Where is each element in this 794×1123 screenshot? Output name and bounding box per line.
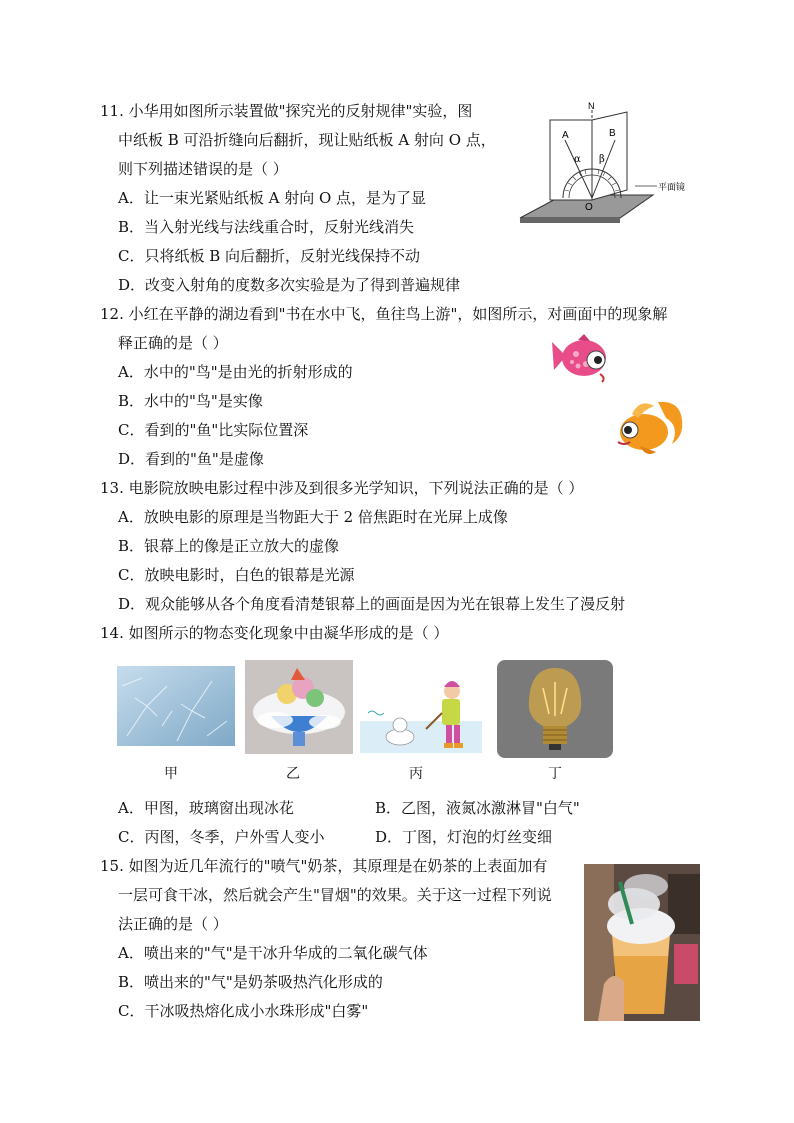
q14-option-d: D．丁图，灯泡的灯丝变细 — [375, 828, 553, 846]
figure-caption-ding: 丁 — [548, 766, 562, 782]
q15-option-a: A．喷出来的"气"是干冰升华成的二氧化碳气体 — [118, 944, 428, 962]
q15-stem-line-1: 15. 如图为近几年流行的"喷气"奶茶，其原理是在奶茶的上表面加有 — [100, 857, 548, 875]
q11-stem-line-2: 中纸板 B 可沿折缝向后翻折，现让贴纸板 A 射向 O 点， — [118, 131, 496, 149]
figure-caption-bing: 丙 — [409, 766, 423, 782]
point-label-o: O — [585, 202, 593, 213]
q13-option-a: A．放映电影的原理是当物距大于 2 倍焦距时在光屏上成像 — [118, 508, 508, 526]
q14-option-a: A．甲图，玻璃窗出现冰花 — [118, 799, 294, 817]
board-label-a: A — [562, 130, 569, 141]
q12-option-b: B．水中的"鸟"是实像 — [118, 392, 263, 410]
q11-option-d: D．改变入射角的度数多次实验是为了得到普遍规律 — [118, 276, 461, 294]
q12-option-c: C．看到的"鱼"比实际位置深 — [118, 421, 309, 439]
pink-fish-illustration — [548, 334, 613, 386]
q12-stem-line-2: 释正确的是（ ） — [118, 334, 228, 352]
figure-caption-jia: 甲 — [164, 766, 178, 782]
q13-stem-line-1: 13. 电影院放映电影过程中涉及到很多光学知识，下列说法正确的是（ ） — [100, 479, 584, 497]
frost-window-image — [117, 666, 235, 746]
q15-option-b: B．喷出来的"气"是奶茶吸热汽化形成的 — [118, 973, 383, 991]
snowman-winter-image — [360, 673, 482, 753]
smoking-milk-tea-photo — [584, 864, 700, 1021]
q13-option-b: B．银幕上的像是正立放大的虚像 — [118, 537, 340, 555]
normal-label-n: N — [588, 101, 595, 111]
orange-fish-illustration — [610, 392, 686, 460]
figure-caption-yi: 乙 — [286, 766, 300, 782]
mirror-label: 平面镜 — [658, 183, 686, 193]
angle-label-beta: β — [599, 154, 605, 165]
q14-option-b: B．乙图，液氮冰激淋冒"白气" — [375, 799, 580, 817]
q11-stem-line-1: 11. 小华用如图所示装置做"探究光的反射规律"实验，图 — [100, 102, 473, 120]
q12-stem-line-1: 12. 小红在平静的湖边看到"书在水中飞，鱼往鸟上游"，如图所示，对画面中的现象解 — [100, 305, 668, 323]
q13-option-d: D．观众能够从各个角度看清楚银幕上的画面是因为光在银幕上发生了漫反射 — [118, 595, 626, 613]
q11-option-a: A．让一束光紧贴纸板 A 射向 O 点，是为了显 — [118, 189, 427, 207]
q12-option-d: D．看到的"鱼"是虚像 — [118, 450, 264, 468]
q11-option-c: C．只将纸板 B 向后翻折，反射光线保持不动 — [118, 247, 421, 265]
q11-option-b: B．当入射光线与法线重合时，反射光线消失 — [118, 218, 415, 236]
reflection-apparatus-figure — [515, 100, 695, 235]
board-label-b: B — [609, 128, 616, 139]
q13-option-c: C．放映电影时，白色的银幕是光源 — [118, 566, 355, 584]
q15-option-c: C．干冰吸热熔化成小水珠形成"白雾" — [118, 1002, 369, 1020]
angle-label-alpha: α — [574, 154, 581, 165]
q11-stem-line-3: 则下列描述错误的是（ ） — [118, 160, 288, 178]
q15-stem-line-2: 一层可食干冰，然后就会产生"冒烟"的效果。关于这一过程下列说 — [118, 886, 552, 904]
q15-stem-line-3: 法正确的是（ ） — [118, 915, 228, 933]
q14-stem-line-1: 14. 如图所示的物态变化现象中由凝华形成的是（ ） — [100, 624, 449, 642]
liquid-nitrogen-icecream-image — [245, 660, 353, 754]
q14-option-c: C．丙图，冬季，户外雪人变小 — [118, 828, 325, 846]
q12-option-a: A．水中的"鸟"是由光的折射形成的 — [118, 363, 353, 381]
edison-bulb-image — [497, 660, 613, 758]
